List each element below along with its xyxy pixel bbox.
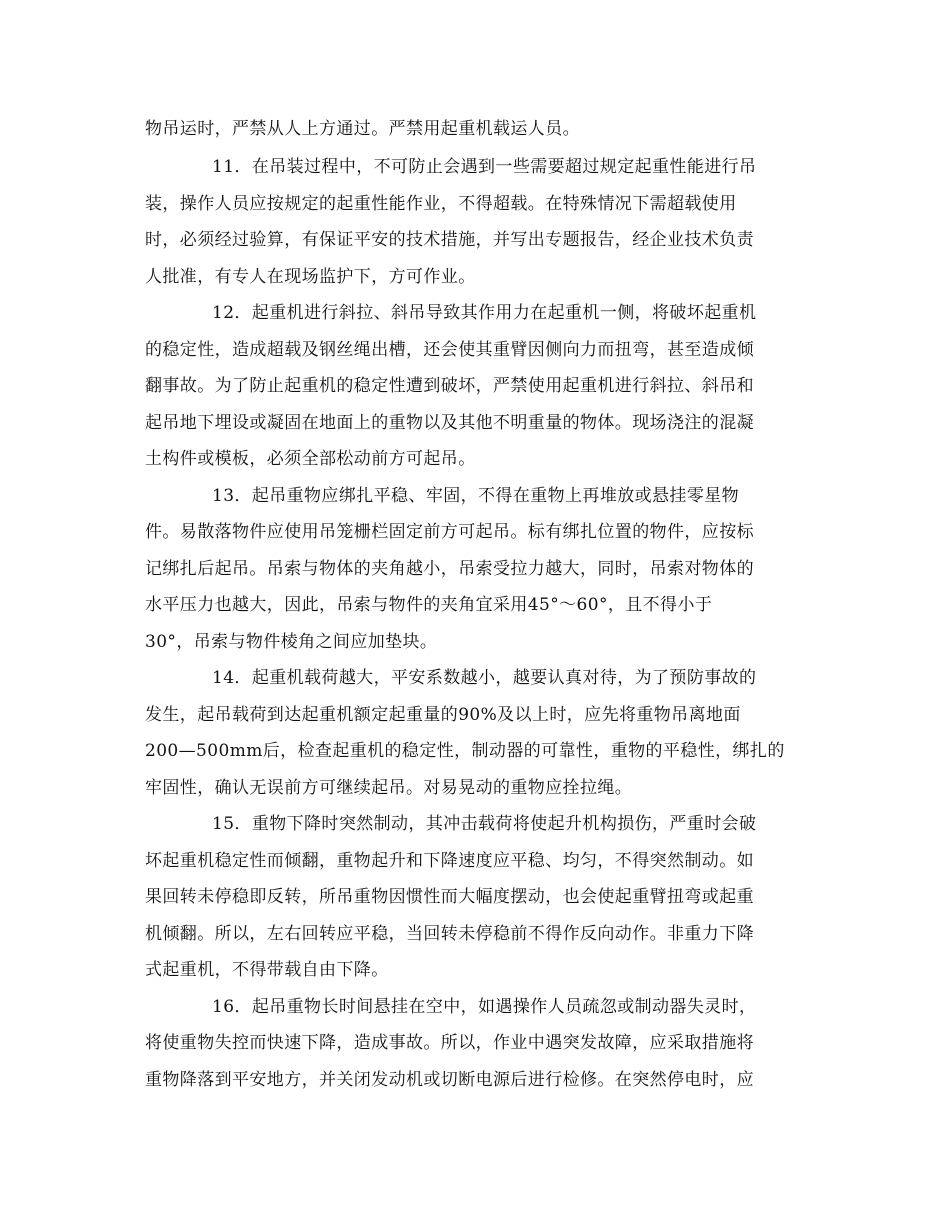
text-line: 人批准，有专人在现场监护下，方可作业。: [145, 267, 476, 287]
text-line: 装，操作人员应按规定的起重性能作业，不得超载。在特殊情况下需超载使用: [145, 194, 737, 214]
text-line: 坏起重机稳定性而倾翻，重物起升和下降速度应平稳、均匀，不得突然制动。如: [145, 851, 754, 871]
text-line: 土构件或模板，必须全部松动前方可起吊。: [145, 449, 476, 469]
paragraph-11-first-line: 11．在吊装过程中，不可防止会遇到一些需要超过规定起重性能进行吊: [212, 157, 757, 177]
text-line: 起吊地下埋设或凝固在地面上的重物以及其他不明重量的物体。现场浇注的混凝: [145, 413, 754, 433]
text-line: 30°，吊索与物件棱角之间应加垫块。: [145, 632, 438, 652]
text-line: 果回转未停稳即反转，所吊重物因惯性而大幅度摆动，也会使起重臂扭弯或起重: [145, 887, 754, 907]
text-line: 翻事故。为了防止起重机的稳定性遭到破坏，严禁使用起重机进行斜拉、斜吊和: [145, 376, 754, 396]
text-line: 物吊运时，严禁从人上方通过。严禁用起重机载运人员。: [145, 119, 580, 139]
text-line: 重物降落到平安地方，并关闭发动机或切断电源后进行检修。在突然停电时，应: [145, 1070, 754, 1090]
text-line: 将使重物失控而快速下降，造成事故。所以，作业中遇突发故障，应采取措施将: [145, 1033, 754, 1053]
paragraph-13-first-line: 13．起吊重物应绑扎平稳、牢固，不得在重物上再堆放或悬挂零星物: [212, 486, 740, 506]
paragraph-14-first-line: 14．起重机载荷越大，平安系数越小，越要认真对待，为了预防事故的: [212, 668, 757, 688]
paragraph-16-first-line: 16．起吊重物长时间悬挂在空中，如遇操作人员疏忽或制动器失灵时，: [212, 997, 757, 1017]
paragraph-15-first-line: 15．重物下降时突然制动，其冲击载荷将使起升机构损伤，严重时会破: [212, 814, 757, 834]
text-line: 时，必须经过验算，有保证平安的技术措施，并写出专题报告，经企业技术负责: [145, 230, 754, 250]
text-line: 发生，起吊载荷到达起重机额定起重量的90%及以上时，应先将重物吊离地面: [145, 705, 741, 725]
text-line: 记绑扎后起吊。吊索与物体的夹角越小，吊索受拉力越大，同时，吊索对物体的: [145, 559, 754, 579]
text-line: 的稳定性，造成超载及钢丝绳出槽，还会使其重臂因侧向力而扭弯，甚至造成倾: [145, 340, 754, 360]
text-line: 件。易散落物件应使用吊笼栅栏固定前方可起吊。标有绑扎位置的物件，应按标: [145, 522, 754, 542]
text-line: 牢固性，确认无误前方可继续起吊。对易晃动的重物应拴拉绳。: [145, 778, 633, 798]
text-line: 机倾翻。所以，左右回转应平稳，当回转未停稳前不得作反向动作。非重力下降: [145, 924, 754, 944]
text-line: 水平压力也越大，因此，吊索与物件的夹角宜采用45°～60°，且不得小于: [145, 595, 713, 615]
text-line: 200—500mm后，检查起重机的稳定性，制动器的可靠性，重物的平稳性，绑扎的: [145, 741, 785, 761]
text-line: 式起重机，不得带载自由下降。: [145, 960, 389, 980]
paragraph-12-first-line: 12．起重机进行斜拉、斜吊导致其作用力在起重机一侧，将破坏起重机: [212, 303, 757, 323]
